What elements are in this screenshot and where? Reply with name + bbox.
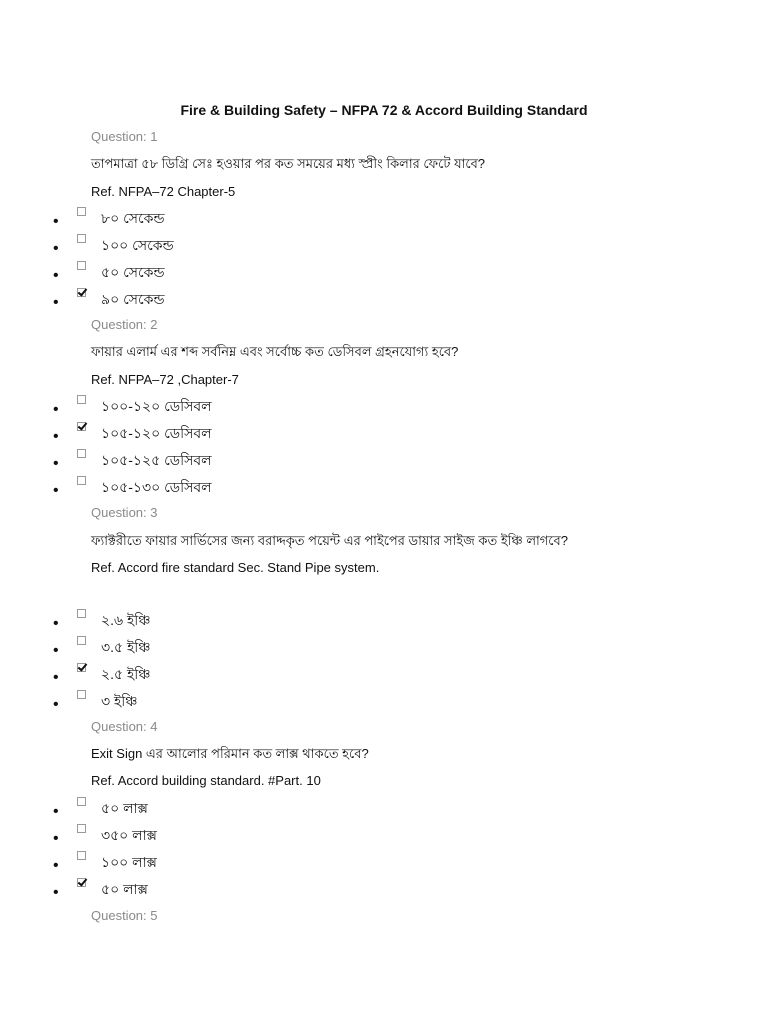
question-2-ref: Ref. NFPA–72 ,Chapter-7 <box>91 372 239 387</box>
question-4-ref: Ref. Accord building standard. #Part. 10 <box>91 773 321 788</box>
checkbox[interactable] <box>77 609 86 618</box>
question-1-ref: Ref. NFPA–72 Chapter-5 <box>91 184 236 199</box>
question-2-option-1 <box>0 395 768 422</box>
question-3-option-2 <box>0 636 768 663</box>
bullet-icon: • <box>53 428 59 445</box>
question-2-option-2 <box>0 422 768 449</box>
bullet-icon: • <box>53 615 59 632</box>
bullet-icon: • <box>53 401 59 418</box>
option-label: ৫০ লাক্স <box>101 800 148 816</box>
option-label: ৩.৫ ইঞ্চি <box>101 639 151 655</box>
checkbox[interactable] <box>77 422 86 431</box>
option-label: ৯০ সেকেন্ড <box>101 291 165 307</box>
checkbox[interactable] <box>77 824 86 833</box>
checkbox[interactable] <box>77 663 86 672</box>
option-label: ২.৬ ইঞ্চি <box>101 612 151 628</box>
bullet-icon: • <box>53 482 59 499</box>
question-1-option-3 <box>0 261 768 288</box>
bullet-icon: • <box>53 213 59 230</box>
question-1-label: Question: 1 <box>91 129 158 144</box>
checkbox[interactable] <box>77 234 86 243</box>
question-3-ref: Ref. Accord fire standard Sec. Stand Pipe system. <box>91 560 380 575</box>
bullet-icon: • <box>53 884 59 901</box>
checkbox[interactable] <box>77 878 86 887</box>
bullet-icon: • <box>53 642 59 659</box>
bullet-icon: • <box>53 669 59 686</box>
checkbox[interactable] <box>77 851 86 860</box>
question-3-option-3 <box>0 663 768 690</box>
question-3-text: ফ্যাক্টরীতে ফায়ার সার্ভিসের জন্য বরাদ্দকৃত পয়েন্ট এর পাইপের ডায়ার সাইজ কত ইঞ্চি লাগবে? <box>91 533 568 548</box>
option-label: ১০০ সেকেন্ড <box>101 237 174 253</box>
checkbox[interactable] <box>77 395 86 404</box>
option-label: ১০০ লাক্স <box>101 854 157 870</box>
option-label: ১০০-১২০ ডেসিবল <box>101 398 212 414</box>
bullet-icon: • <box>53 696 59 713</box>
question-2-option-3 <box>0 449 768 476</box>
option-label: ১০৫-১৩০ ডেসিবল <box>101 479 212 495</box>
bullet-icon: • <box>53 267 59 284</box>
option-label: ৩ ইঞ্চি <box>101 693 138 709</box>
bullet-icon: • <box>53 455 59 472</box>
checkbox[interactable] <box>77 449 86 458</box>
checkbox[interactable] <box>77 636 86 645</box>
question-1-option-4 <box>0 288 768 315</box>
question-4-label: Question: 4 <box>91 719 158 734</box>
bullet-icon: • <box>53 294 59 311</box>
question-5-label: Question: 5 <box>91 908 158 923</box>
question-3-label: Question: 3 <box>91 505 158 520</box>
question-4-option-4 <box>0 878 768 905</box>
checkbox[interactable] <box>77 797 86 806</box>
question-1-text: তাপমাত্রা ৫৮ ডিগ্রি সেঃ হওয়ার পর কত সময়ের মধ্য স্প্রীং কিলার ফেটে যাবে? <box>91 156 486 171</box>
checkbox[interactable] <box>77 261 86 270</box>
checkbox[interactable] <box>77 207 86 216</box>
bullet-icon: • <box>53 857 59 874</box>
question-1-option-1 <box>0 207 768 234</box>
option-label: ৮০ সেকেন্ড <box>101 210 165 226</box>
checkbox[interactable] <box>77 476 86 485</box>
bullet-icon: • <box>53 830 59 847</box>
question-4-option-1 <box>0 797 768 824</box>
document-title: Fire & Building Safety – NFPA 72 & Accord Building Standard <box>180 102 588 118</box>
question-3-option-4 <box>0 690 768 717</box>
option-label: ১০৫-১২০ ডেসিবল <box>101 425 212 441</box>
option-label: ১০৫-১২৫ ডেসিবল <box>101 452 212 468</box>
question-2-text: ফায়ার এলার্ম এর শব্দ সর্বনিম্ন এবং সর্বোচ্চ কত ডেসিবল গ্রহনযোগ্য হবে? <box>91 344 459 359</box>
option-label: ৫০ সেকেন্ড <box>101 264 165 280</box>
option-label: ৩৫০ লাক্স <box>101 827 157 843</box>
question-1-option-2 <box>0 234 768 261</box>
question-4-option-2 <box>0 824 768 851</box>
bullet-icon: • <box>53 803 59 820</box>
question-2-label: Question: 2 <box>91 317 158 332</box>
question-3-option-1 <box>0 609 768 636</box>
checkbox[interactable] <box>77 690 86 699</box>
option-label: ২.৫ ইঞ্চি <box>101 666 151 682</box>
checkbox[interactable] <box>77 288 86 297</box>
question-2-option-4 <box>0 476 768 503</box>
question-4-text: Exit Sign এর আলোর পরিমান কত লাক্স থাকতে হবে? <box>91 746 369 761</box>
bullet-icon: • <box>53 240 59 257</box>
question-4-option-3 <box>0 851 768 878</box>
option-label: ৫০ লাক্স <box>101 881 148 897</box>
